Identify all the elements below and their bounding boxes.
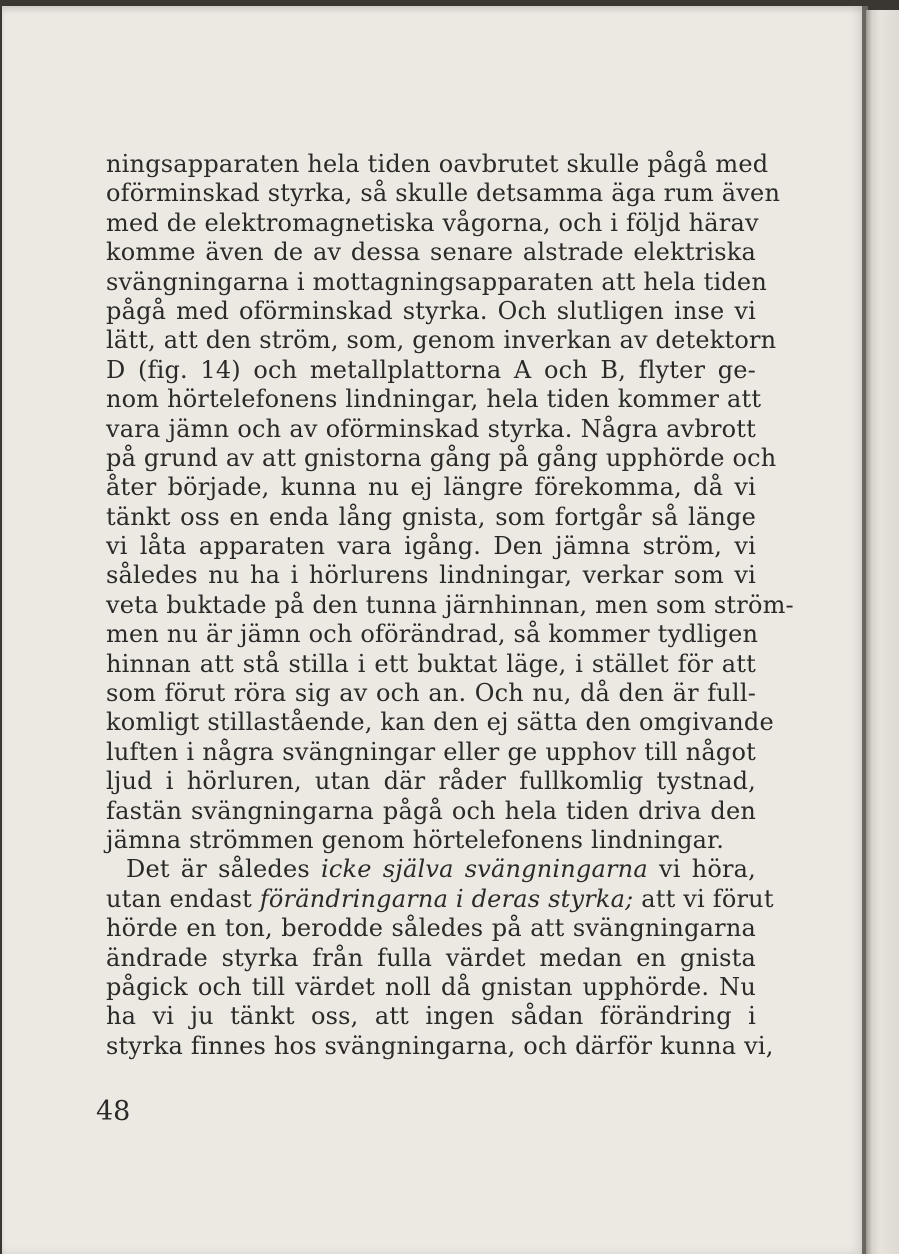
text-line xyxy=(106,208,759,238)
text-line xyxy=(106,297,756,326)
text-line xyxy=(106,1002,756,1031)
text-line xyxy=(106,238,756,267)
text-line xyxy=(106,944,756,973)
text-segment: svängningarna i mottagningsapparaten att hela tiden xyxy=(106,267,767,296)
text-segment: vi höra, xyxy=(647,855,757,884)
text-segment: således nu ha i hörlurens lindningar, verkar som vi xyxy=(106,561,756,590)
text-segment: som förut röra sig av och an. Och nu, då den är full- xyxy=(106,679,756,708)
paragraph xyxy=(106,150,794,855)
text-segment: fastän svängningarna pågå och hela tiden driva den xyxy=(106,796,756,825)
text-line xyxy=(106,620,759,649)
book-page xyxy=(2,6,864,1254)
text-line xyxy=(106,914,756,943)
text-line xyxy=(106,415,756,444)
text-line xyxy=(106,532,756,561)
paragraph xyxy=(106,855,774,1061)
text-segment: luften i några svängningar eller ge upphov till något xyxy=(106,737,756,766)
text-segment: lätt, att den ström, som, genom inverkan av detektorn xyxy=(106,326,777,355)
text-segment: Det är således xyxy=(126,855,322,884)
text-segment: med de elektromagnetiska vågorna, och i följd härav xyxy=(106,208,759,237)
text-line xyxy=(106,473,756,502)
body-text xyxy=(106,150,794,1061)
text-line xyxy=(106,443,777,473)
text-segment: veta buktade på den tunna järnhinnan, men som ström- xyxy=(106,590,794,619)
text-line xyxy=(106,650,756,679)
next-page-edge xyxy=(866,10,899,1254)
text-segment: hinnan att stå stilla i ett buktat läge, i stället för att xyxy=(106,649,756,678)
text-segment: komligt stillastående, kan den ej sätta den omgivande xyxy=(106,708,774,737)
text-segment: vi låta apparaten vara igång. Den jämna ström, vi xyxy=(106,532,756,561)
text-segment: pågick och till värdet noll då gnistan upphörde. Nu xyxy=(106,972,756,1001)
text-segment: pågå med oförminskad styrka. Och slutligen inse vi xyxy=(106,296,756,325)
text-segment: åter började, kunna nu ej längre förekomma, då vi xyxy=(106,473,756,502)
text-segment: D (fig. 14) och metallplattorna A och B, flyter ge- xyxy=(106,355,756,384)
text-segment: hörde en ton, berodde således på att svängningarna xyxy=(106,914,756,943)
text-line xyxy=(106,767,756,796)
text-segment: styrka finnes hos svängningarna, och därför kunna vi, xyxy=(106,1031,774,1060)
text-segment: jämna strömmen genom hörtelefonens lindningar. xyxy=(106,825,725,854)
text-line xyxy=(106,855,756,884)
text-segment: att vi förut xyxy=(633,884,774,913)
text-line xyxy=(106,385,762,414)
italic-text-segment: förändringarna i deras styrka; xyxy=(259,884,634,913)
text-line xyxy=(106,1031,774,1061)
text-line xyxy=(106,826,756,855)
text-segment: på grund av att gnistorna gång på gång upphörde och xyxy=(106,443,777,472)
text-line xyxy=(106,326,777,355)
text-line xyxy=(106,973,756,1002)
text-line xyxy=(106,267,767,297)
text-segment: tänkt oss en enda lång gnista, som fortgår så länge xyxy=(106,502,756,531)
text-segment: men nu är jämn och oförändrad, så kommer tydligen xyxy=(106,620,759,649)
text-line xyxy=(106,679,756,708)
text-segment: utan endast xyxy=(106,884,260,913)
text-line xyxy=(106,150,769,179)
italic-text-segment: icke själva svängningarna xyxy=(321,855,648,884)
text-line xyxy=(106,884,774,914)
text-line xyxy=(106,590,794,620)
page-number: 48 xyxy=(96,1096,131,1127)
text-line xyxy=(106,738,756,767)
text-segment: ljud i hörluren, utan där råder fullkomlig tystnad, xyxy=(106,767,756,796)
text-line xyxy=(106,356,756,385)
text-line xyxy=(106,708,774,737)
text-segment: ningsapparaten hela tiden oavbrutet skulle pågå med xyxy=(106,150,769,178)
text-line xyxy=(106,561,756,590)
text-line xyxy=(106,179,781,208)
text-line xyxy=(106,503,756,532)
text-segment: nom hörtelefonens lindningar, hela tiden kommer att xyxy=(106,385,762,414)
text-line xyxy=(106,797,756,826)
text-segment: ha vi ju tänkt oss, att ingen sådan förändring i xyxy=(106,1002,756,1031)
text-segment: vara jämn och av oförminskad styrka. Några avbrott xyxy=(106,414,756,443)
text-segment: ändrade styrka från fulla värdet medan en gnista xyxy=(106,943,756,972)
text-segment: komme även de av dessa senare alstrade elektriska xyxy=(106,238,756,267)
text-segment: oförminskad styrka, så skulle detsamma äga rum även xyxy=(106,179,781,208)
